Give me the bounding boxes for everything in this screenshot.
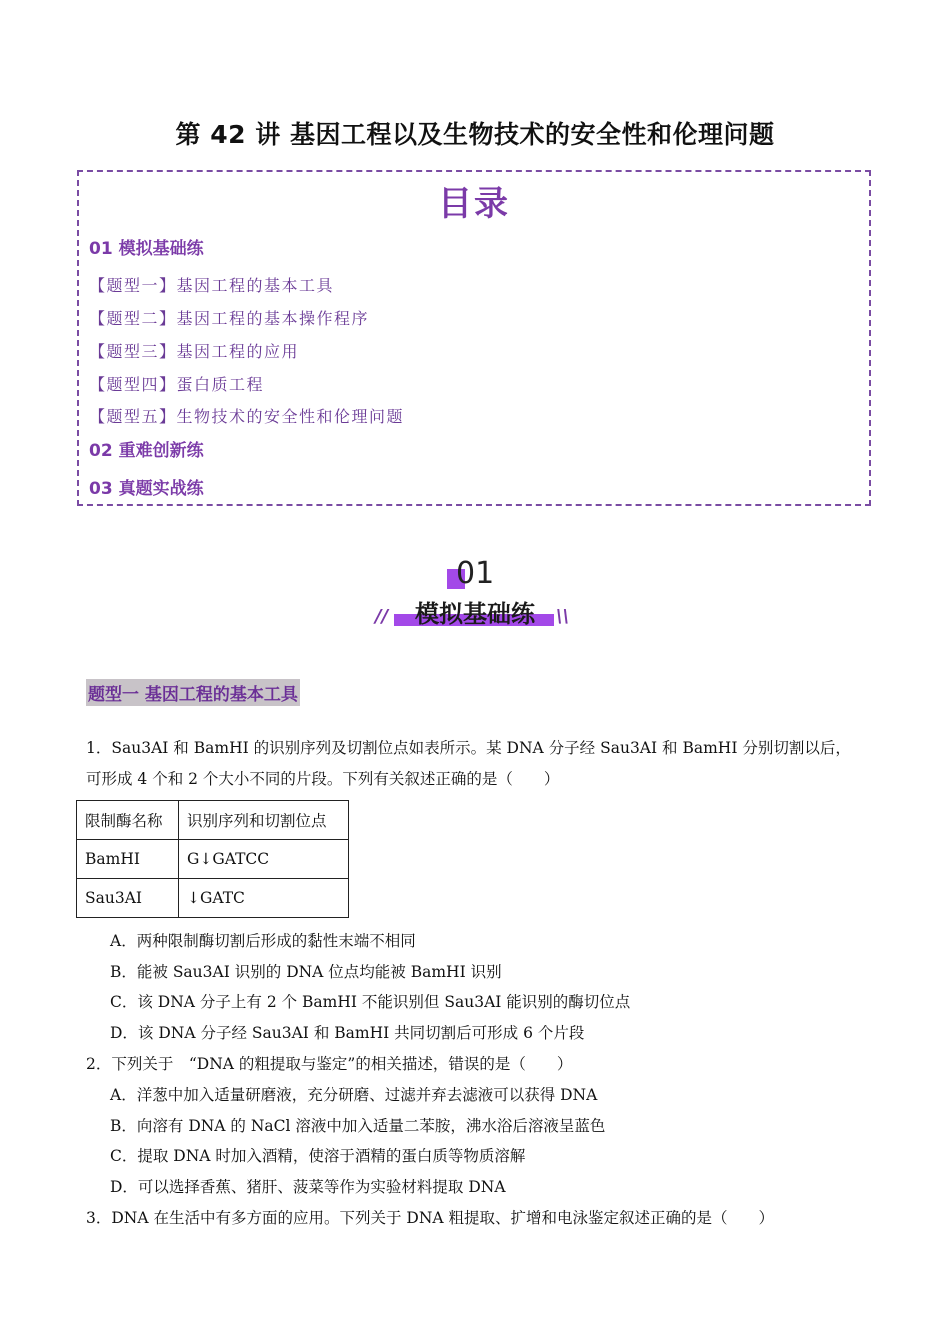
- toc-section-02[interactable]: 02 重难创新练: [89, 441, 204, 461]
- q2-option-a[interactable]: A．洋葱中加入适量研磨液，充分研磨、过滤并弃去滤液可以获得 DNA: [110, 1086, 598, 1104]
- toc-item-type-2[interactable]: 【题型二】基因工程的基本操作程序: [89, 309, 370, 328]
- toc-heading: 目录: [438, 184, 510, 224]
- table-row: [77, 879, 349, 918]
- q1-option-a[interactable]: A．两种限制酶切割后形成的黏性末端不相同: [110, 932, 416, 950]
- table-cell: ↓GATC: [179, 879, 349, 918]
- toc-section-01[interactable]: 01 模拟基础练: [89, 239, 204, 259]
- table-header-cell: 限制酶名称: [77, 801, 179, 840]
- q1-option-d[interactable]: D．该 DNA 分子经 Sau3AI 和 BamHI 共同切割后可形成 6 个片段: [110, 1024, 585, 1042]
- toc-item-type-1[interactable]: 【题型一】基因工程的基本工具: [89, 276, 335, 295]
- banner-right-mark: \\: [556, 606, 570, 627]
- banner-left-mark: //: [375, 606, 389, 627]
- table-cell: BamHI: [77, 840, 179, 879]
- table-header-cell: 识别序列和切割位点: [179, 801, 349, 840]
- type-heading: 题型一 基因工程的基本工具: [86, 679, 300, 706]
- banner-number: 01: [456, 556, 495, 591]
- q1-stem-line-1: 1．Sau3AI 和 BamHI 的识别序列及切割位点如表所示。某 DNA 分子经 Sau3AI 和 BamHI 分别切割以后，: [86, 739, 851, 757]
- toc-item-type-5[interactable]: 【题型五】生物技术的安全性和伦理问题: [89, 407, 405, 426]
- table-row: [77, 840, 349, 879]
- table-cell: G↓GATCC: [179, 840, 349, 879]
- q2-option-b[interactable]: B．向溶有 DNA 的 NaCl 溶液中加入适量二苯胺，沸水浴后溶液呈蓝色: [110, 1117, 606, 1135]
- q1-option-c[interactable]: C．该 DNA 分子上有 2 个 BamHI 不能识别但 Sau3AI 能识别的酶切位点: [110, 993, 631, 1011]
- toc-item-type-3[interactable]: 【题型三】基因工程的应用: [89, 342, 300, 361]
- section-banner: [370, 556, 580, 636]
- q1-option-b[interactable]: B．能被 Sau3AI 识别的 DNA 位点均能被 BamHI 识别: [110, 963, 502, 981]
- page-title: 第 42 讲 基因工程以及生物技术的安全性和伦理问题: [175, 120, 775, 149]
- q3-stem: 3．DNA 在生活中有多方面的应用。下列关于 DNA 粗提取、扩增和电泳鉴定叙述正确的是（ ）: [86, 1209, 775, 1227]
- q2-stem: 2．下列关于 “DNA 的粗提取与鉴定”的相关描述，错误的是（ ）: [86, 1055, 573, 1073]
- table-header-row: [77, 801, 349, 840]
- enzyme-table: [76, 800, 349, 918]
- q1-stem-line-2: 可形成 4 个和 2 个大小不同的片段。下列有关叙述正确的是（ ）: [86, 770, 560, 788]
- banner-label: 模拟基础练: [415, 600, 535, 628]
- toc-item-type-4[interactable]: 【题型四】蛋白质工程: [89, 375, 265, 394]
- toc-section-03[interactable]: 03 真题实战练: [89, 479, 204, 499]
- q2-option-d[interactable]: D．可以选择香蕉、猪肝、菠菜等作为实验材料提取 DNA: [110, 1178, 506, 1196]
- table-of-contents: [77, 170, 871, 506]
- table-cell: Sau3AI: [77, 879, 179, 918]
- q2-option-c[interactable]: C．提取 DNA 时加入酒精，使溶于酒精的蛋白质等物质溶解: [110, 1147, 526, 1165]
